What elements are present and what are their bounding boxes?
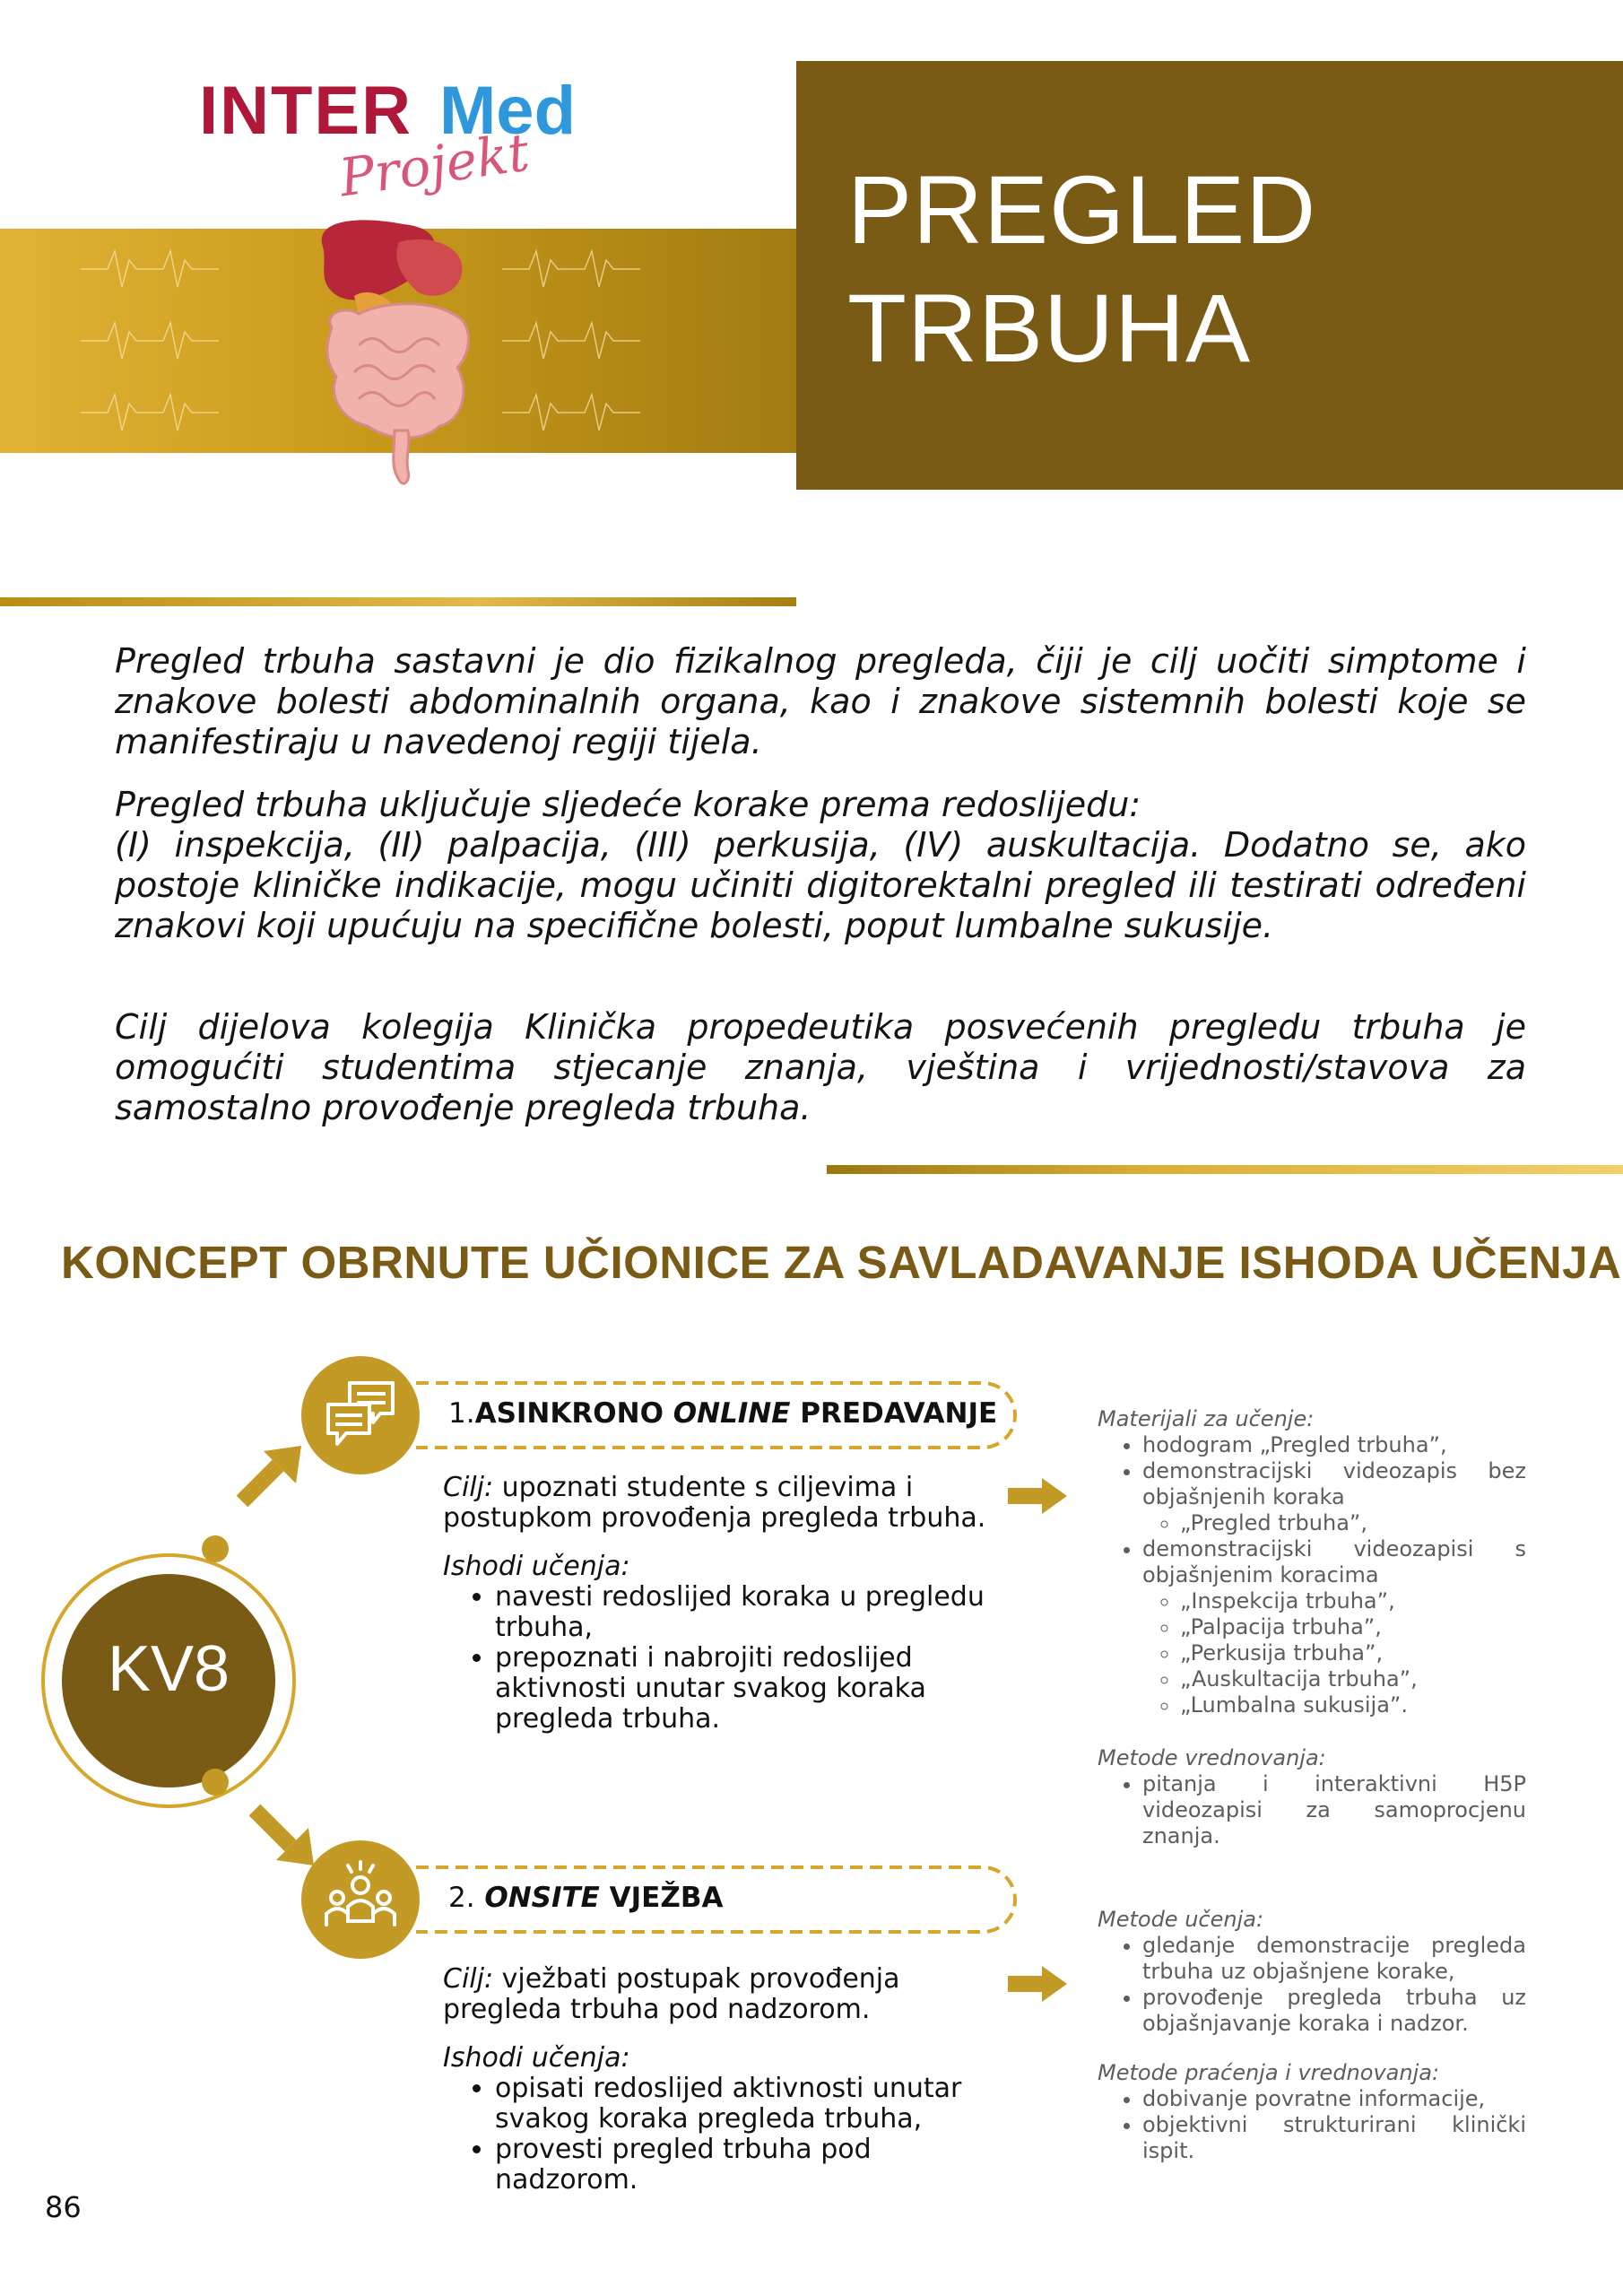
- list-item: ◦ „Inspekcija trbuha”,: [1180, 1588, 1526, 1614]
- step1-title-part-b: ONLINE: [673, 1397, 791, 1430]
- connector-dot-bottom: [202, 1769, 229, 1796]
- step1-cilj: [443, 1473, 999, 1534]
- step2-title-part-a: [475, 1882, 485, 1914]
- step2-cilj: [443, 1964, 999, 2025]
- page-title: [847, 151, 1316, 387]
- intro-paragraph-2-lead: Pregled trbuha uključuje sljedeće korake prema redoslijedu:: [115, 785, 1141, 824]
- step2-ishodi-list: [443, 2074, 999, 2196]
- learning-methods-label: Metode učenja:: [1098, 1907, 1264, 1932]
- intro-paragraph-3: Cilj dijelova kolegija Klinička propedeutika posvećenih pregledu trbuha je omogućiti studentima stjecanje znanja, vještina i vrijednosti/stavova za samostalno provođenje pregleda trbuha.: [115, 1007, 1526, 1127]
- evaluation-label: Metode vrednovanja:: [1098, 1745, 1326, 1770]
- list-item: • prepoznati i nabrojiti redoslijed aktivnosti unutar svakog koraka pregleda trbuha.: [495, 1643, 999, 1735]
- intro-paragraph-2-body: (I) inspekcija, (II) palpacija, (III) perkusija, (IV) auskultacija. Dodatno se, ako postoje kliničke indikacije, mogu učiniti digitorektalni pregled ili testirati određeni znakovi koji upućuju na specifične bolesti, poput lumbalne sukusije.: [115, 825, 1526, 945]
- intro-paragraph-1: Pregled trbuha sastavni je dio fizikalnog pregleda, čiji je cilj uočiti simptome i znakove bolesti abdominalnih organa, kao i znakove sistemnih bolesti koje se manifestiraju u navedenoj regiji tijela.: [115, 641, 1526, 761]
- materials-list: [1098, 1432, 1526, 1718]
- materials-label: Materijali za učenje:: [1098, 1406, 1315, 1431]
- step1-body: [443, 1473, 999, 1735]
- step1-ishodi-label: Ishodi učenja:: [443, 1551, 630, 1582]
- chat-bubbles-icon: [323, 1378, 398, 1453]
- sub-list: [1142, 1510, 1526, 1536]
- list-item: • provesti pregled trbuha pod nadzorom.: [495, 2135, 999, 2196]
- list-item: [1142, 1458, 1526, 1536]
- monitoring-label: Metode praćenja i vrednovanja:: [1098, 2060, 1440, 2085]
- list-item: • pitanja i interaktivni H5P videozapisi za samoprocjenu znanja.: [1142, 1771, 1526, 1849]
- logo-projekt-script: Projekt: [335, 121, 534, 209]
- arrow-right-icon: [1008, 1966, 1067, 2002]
- step2-cilj-label: Cilj:: [443, 1963, 494, 1995]
- sub-list: [1142, 1588, 1526, 1718]
- page-title-line1: PREGLED: [847, 155, 1317, 264]
- list-item-text: demonstracijski videozapis bez objašnjenih koraka: [1142, 1458, 1526, 1509]
- list-item: • gledanje demonstracije pregleda trbuha uz objašnjene korake,: [1142, 1933, 1526, 1985]
- list-item: • opisati redoslijed aktivnosti unutar svakog koraka pregleda trbuha,: [495, 2074, 999, 2135]
- kv8-label: KV8: [107, 1633, 230, 1705]
- learning-methods-panel: [1098, 1907, 1526, 2164]
- monitoring-list: [1098, 2086, 1526, 2164]
- list-item: [1142, 1536, 1526, 1718]
- step1-ishodi-list: [443, 1582, 999, 1735]
- step2-title-part-b: ONSITE: [484, 1882, 600, 1914]
- materials-panel: [1098, 1406, 1526, 1849]
- step2-title: [448, 1882, 723, 1914]
- step1-title-part-a: ASINKRONO: [474, 1397, 673, 1430]
- gold-divider-bottom: [827, 1165, 1623, 1174]
- list-item: • hodogram „Pregled trbuha”,: [1142, 1432, 1526, 1458]
- list-item: • objektivni strukturirani klinički ispit.: [1142, 2112, 1526, 2164]
- step1-cilj-label: Cilj:: [443, 1472, 494, 1503]
- step2-title-part-c: VJEŽBA: [599, 1882, 724, 1914]
- list-item: • navesti redoslijed koraka u pregledu trbuha,: [495, 1582, 999, 1643]
- connector-dot-top: [202, 1535, 229, 1562]
- logo-med-text: Med: [439, 73, 576, 149]
- step1-number: 1.: [448, 1397, 475, 1430]
- list-item: ◦ „Palpacija trbuha”,: [1180, 1614, 1526, 1640]
- page-number: 86: [45, 2190, 82, 2224]
- page-title-line2: TRBUHA: [847, 274, 1252, 382]
- list-item: ◦ „Pregled trbuha”,: [1180, 1510, 1526, 1536]
- logo-inter-text: INTER: [199, 73, 412, 149]
- arrow-down-right-icon: [247, 1801, 317, 1866]
- step2-number: 2.: [448, 1882, 475, 1914]
- step1-title: [448, 1397, 997, 1430]
- digestive-organs-illustration: [305, 211, 493, 498]
- evaluation-list: [1098, 1771, 1526, 1849]
- list-item: • provođenje pregleda trbuha uz objašnjavanje koraka i nadzor.: [1142, 1985, 1526, 2037]
- group-people-icon: [321, 1858, 400, 1937]
- step2-cilj-text: vježbati postupak provođenja pregleda trbuha pod nadzorom.: [443, 1963, 900, 2025]
- learning-methods-list: [1098, 1933, 1526, 2037]
- list-item: • dobivanje povratne informacije,: [1142, 2086, 1526, 2112]
- arrow-up-right-icon: [235, 1446, 305, 1510]
- list-item: ◦ „Perkusija trbuha”,: [1180, 1640, 1526, 1666]
- gold-divider-top: [0, 597, 796, 606]
- step2-ishodi-label: Ishodi učenja:: [443, 2042, 630, 2074]
- arrow-right-icon: [1008, 1478, 1067, 1514]
- step2-body: [443, 1964, 999, 2196]
- intro-paragraph-2: [115, 785, 1526, 946]
- section-title: KONCEPT OBRNUTE UČIONICE ZA SAVLADAVANJE ISHODA UČENJA: [61, 1237, 1622, 1288]
- list-item: ◦ „Lumbalna sukusija”.: [1180, 1692, 1526, 1718]
- step1-cilj-text: upoznati studente s ciljevima i postupkom provođenja pregleda trbuha.: [443, 1472, 986, 1534]
- step1-title-part-c: PREDAVANJE: [790, 1397, 998, 1430]
- list-item: ◦ „Auskultacija trbuha”,: [1180, 1666, 1526, 1692]
- list-item-text: demonstracijski videozapisi s objašnjenim koracima: [1142, 1536, 1526, 1587]
